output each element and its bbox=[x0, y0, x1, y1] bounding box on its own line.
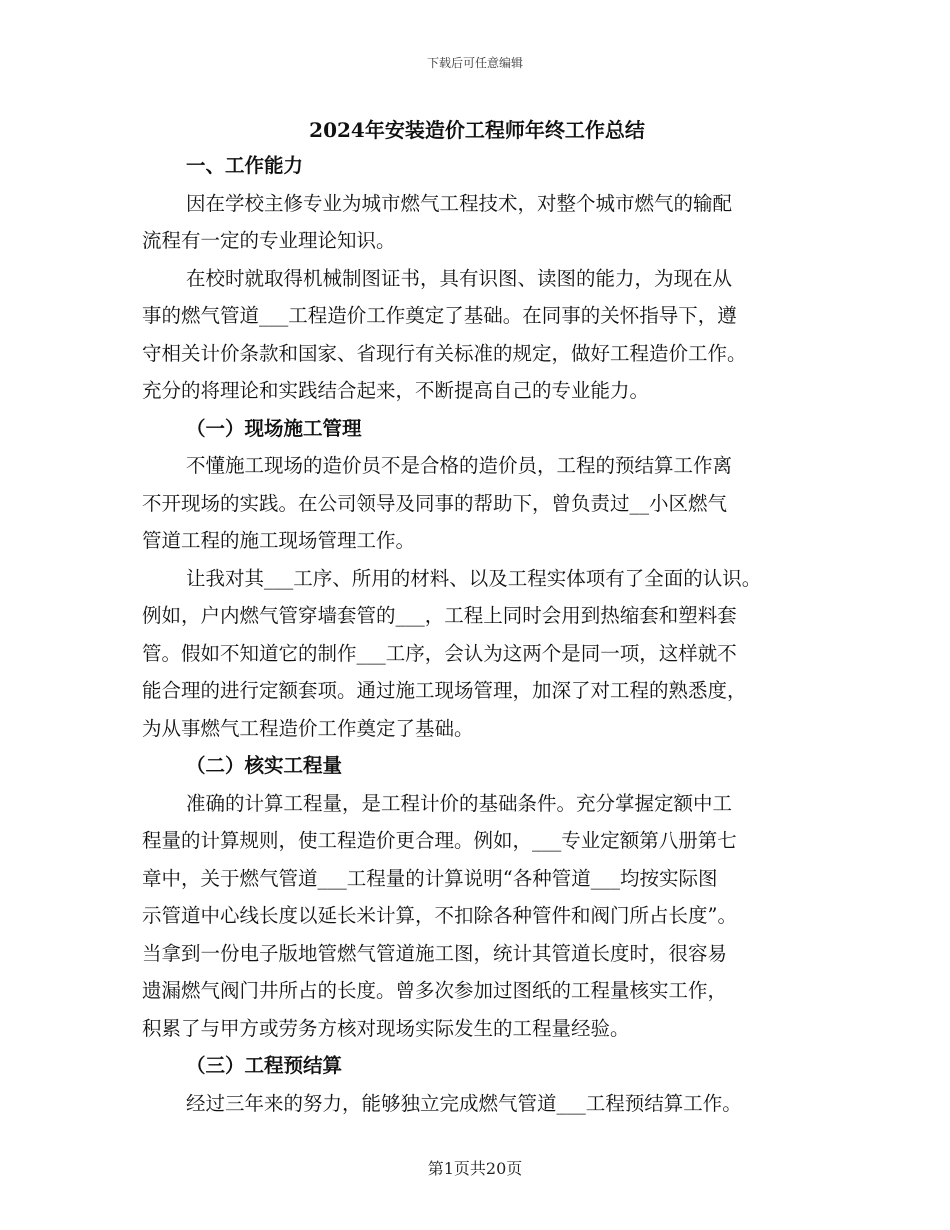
text-line: 例如，户内燃气管穿墙套管的___，工程上同时会用到热缩套和塑料套 bbox=[142, 604, 737, 627]
paragraph bbox=[142, 1085, 812, 1123]
paragraph bbox=[142, 447, 812, 560]
page-number: 第1页共20页 bbox=[427, 1159, 523, 1178]
text-line: 经过三年来的努力，能够独立完成燃气管道___工程预结算工作。 bbox=[186, 1091, 742, 1115]
text-line: 不懂施工现场的造价员不是合格的造价员，工程的预结算工作离 bbox=[186, 454, 733, 477]
paragraph bbox=[142, 260, 812, 410]
header-note: 下载后可任意编辑 bbox=[426, 56, 523, 70]
text-line: 流程有一定的专业理论知识。 bbox=[142, 229, 396, 252]
document-title: 2024年安装造价工程师年终工作总结 bbox=[309, 118, 645, 142]
text-line: 在校时就取得机械制图证书，具有识图、读图的能力，为现在从 bbox=[186, 266, 733, 290]
document-body bbox=[142, 113, 812, 1122]
paragraph bbox=[142, 785, 812, 1048]
text-line: 充分的将理论和实践结合起来，不断提高自己的专业能力。 bbox=[142, 379, 650, 402]
text-line: 能合理的进行定额套项。通过施工现场管理，加深了对工程的熟悉度， bbox=[142, 679, 747, 702]
subsection-heading: （二）核实工程量 bbox=[186, 754, 343, 777]
text-line: 事的燃气管道___工程造价工作奠定了基础。在同事的关怀指导下，遵 bbox=[142, 304, 737, 327]
text-line: 准确的计算工程量，是工程计价的基础条件。充分掌握定额中工 bbox=[186, 791, 733, 815]
section-heading: 一、工作能力 bbox=[186, 154, 304, 177]
text-line: 不开现场的实践。在公司领导及同事的帮助下，曾负责过__小区燃气 bbox=[142, 491, 728, 515]
text-line: 管。假如不知道它的制作___工序，会认为这两个是同一项，这样就不 bbox=[142, 641, 737, 665]
text-line: 让我对其___工序、所用的材料、以及工程实体项有了全面的认识。 bbox=[186, 566, 762, 590]
text-line: 守相关计价条款和国家、省现行有关标准的规定，做好工程造价工作。 bbox=[142, 341, 747, 365]
text-line: 因在学校主修专业为城市燃气工程技术，对整个城市燃气的输配 bbox=[186, 191, 733, 215]
text-line: 示管道中心线长度以延长米计算，不扣除各种管件和阀门所占长度”。 bbox=[142, 904, 737, 927]
text-line: 程量的计算规则，使工程造价更合理。例如，___专业定额第八册第七 bbox=[142, 829, 737, 852]
text-line: 管道工程的施工现场管理工作。 bbox=[142, 529, 416, 552]
subsection-heading: （三）工程预结算 bbox=[186, 1054, 343, 1077]
text-line: 遗漏燃气阀门井所占的长度。曾多次参加过图纸的工程量核实工作， bbox=[142, 979, 728, 1002]
subsection-heading: （一）现场施工管理 bbox=[186, 416, 362, 440]
paragraph bbox=[142, 560, 812, 748]
paragraph bbox=[142, 185, 812, 260]
text-line: 章中，关于燃气管道___工程量的计算说明“各种管道___均按实际图 bbox=[142, 866, 718, 890]
text-line: 积累了与甲方或劳务方核对现场实际发生的工程量经验。 bbox=[142, 1016, 630, 1040]
text-line: 为从事燃气工程造价工作奠定了基础。 bbox=[142, 716, 474, 740]
text-line: 当拿到一份电子版地管燃气管道施工图，统计其管道长度时，很容易 bbox=[142, 941, 728, 965]
